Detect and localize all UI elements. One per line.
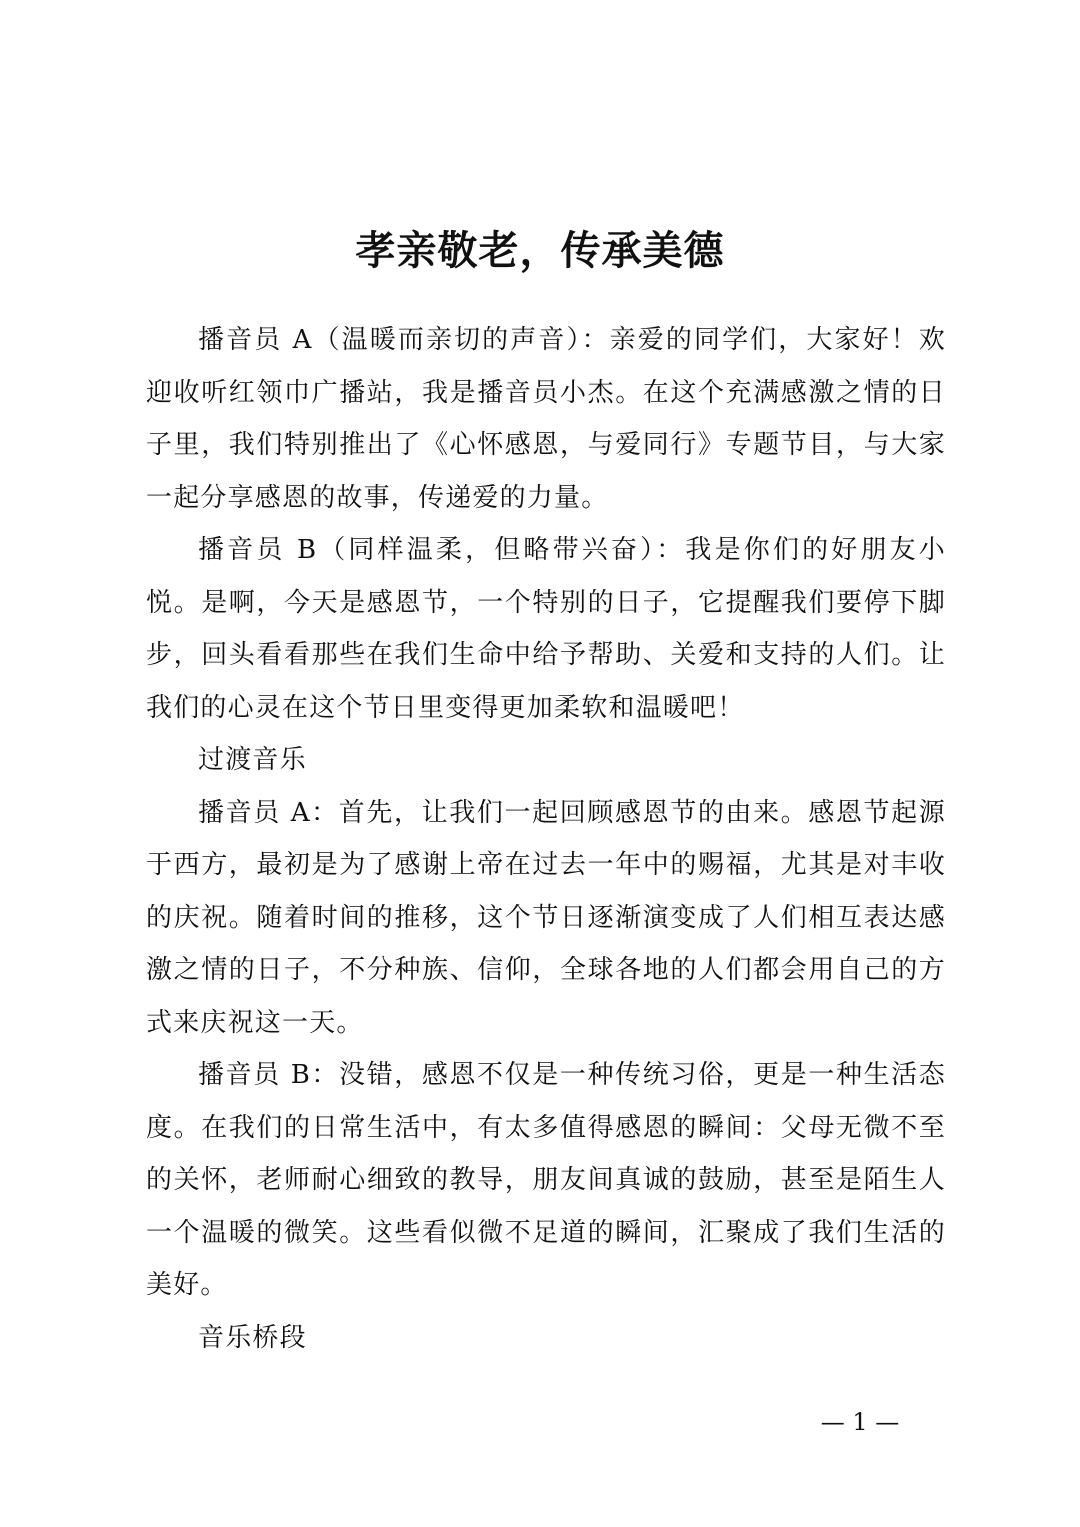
paragraph-broadcaster-a-origin: 播音员 A：首先，让我们一起回顾感恩节的由来。感恩节起源于西方，最初是为了感谢上帝在过去一年中的赐福，尤其是对丰收的庆祝。随着时间的推移，这个节日逐渐演变成了人们相互表达感激之情的日子，不分种族、信仰，全球各地的人们都会用自己的方式来庆祝这一天。 [146,797,946,1038]
page-number: — 1 — [820,1408,900,1436]
paragraph-broadcaster-a-intro: 播音员 A（温暖而亲切的声音）：亲爱的同学们，大家好！欢迎收听红领巾广播站，我是播音员小杰。在这个充满感激之情的日子里，我们特别推出了《心怀感恩，与爱同行》专题节目，与大家一起分享感恩的故事，传递爱的力量。 [146,325,946,513]
paragraph-transition-music: 过渡音乐 [198,745,307,775]
paragraph-broadcaster-b-attitude: 播音员 B：没错，感恩不仅是一种传统习俗，更是一种生活态度。在我们的日常生活中，有太多值得感恩的瞬间：父母无微不至的关怀，老师耐心细致的教导，朋友间真诚的鼓励，甚至是陌生人一个温暖的微笑。这些看似微不足道的瞬间，汇聚成了我们生活的美好。 [146,1060,946,1300]
paragraph-broadcaster-b-intro: 播音员 B（同样温柔，但略带兴奋）：我是你们的好朋友小悦。是啊，今天是感恩节，一个特别的日子，它提醒我们要停下脚步，回头看看那些在我们生命中给予帮助、关爱和支持的人们。让我们的心灵在这个节日里变得更加柔软和温暖吧！ [146,535,946,723]
document-body [146,314,946,1364]
paragraph-music-bridge: 音乐桥段 [198,1322,307,1353]
document-title: 孝亲敬老，传承美德 [355,226,725,274]
